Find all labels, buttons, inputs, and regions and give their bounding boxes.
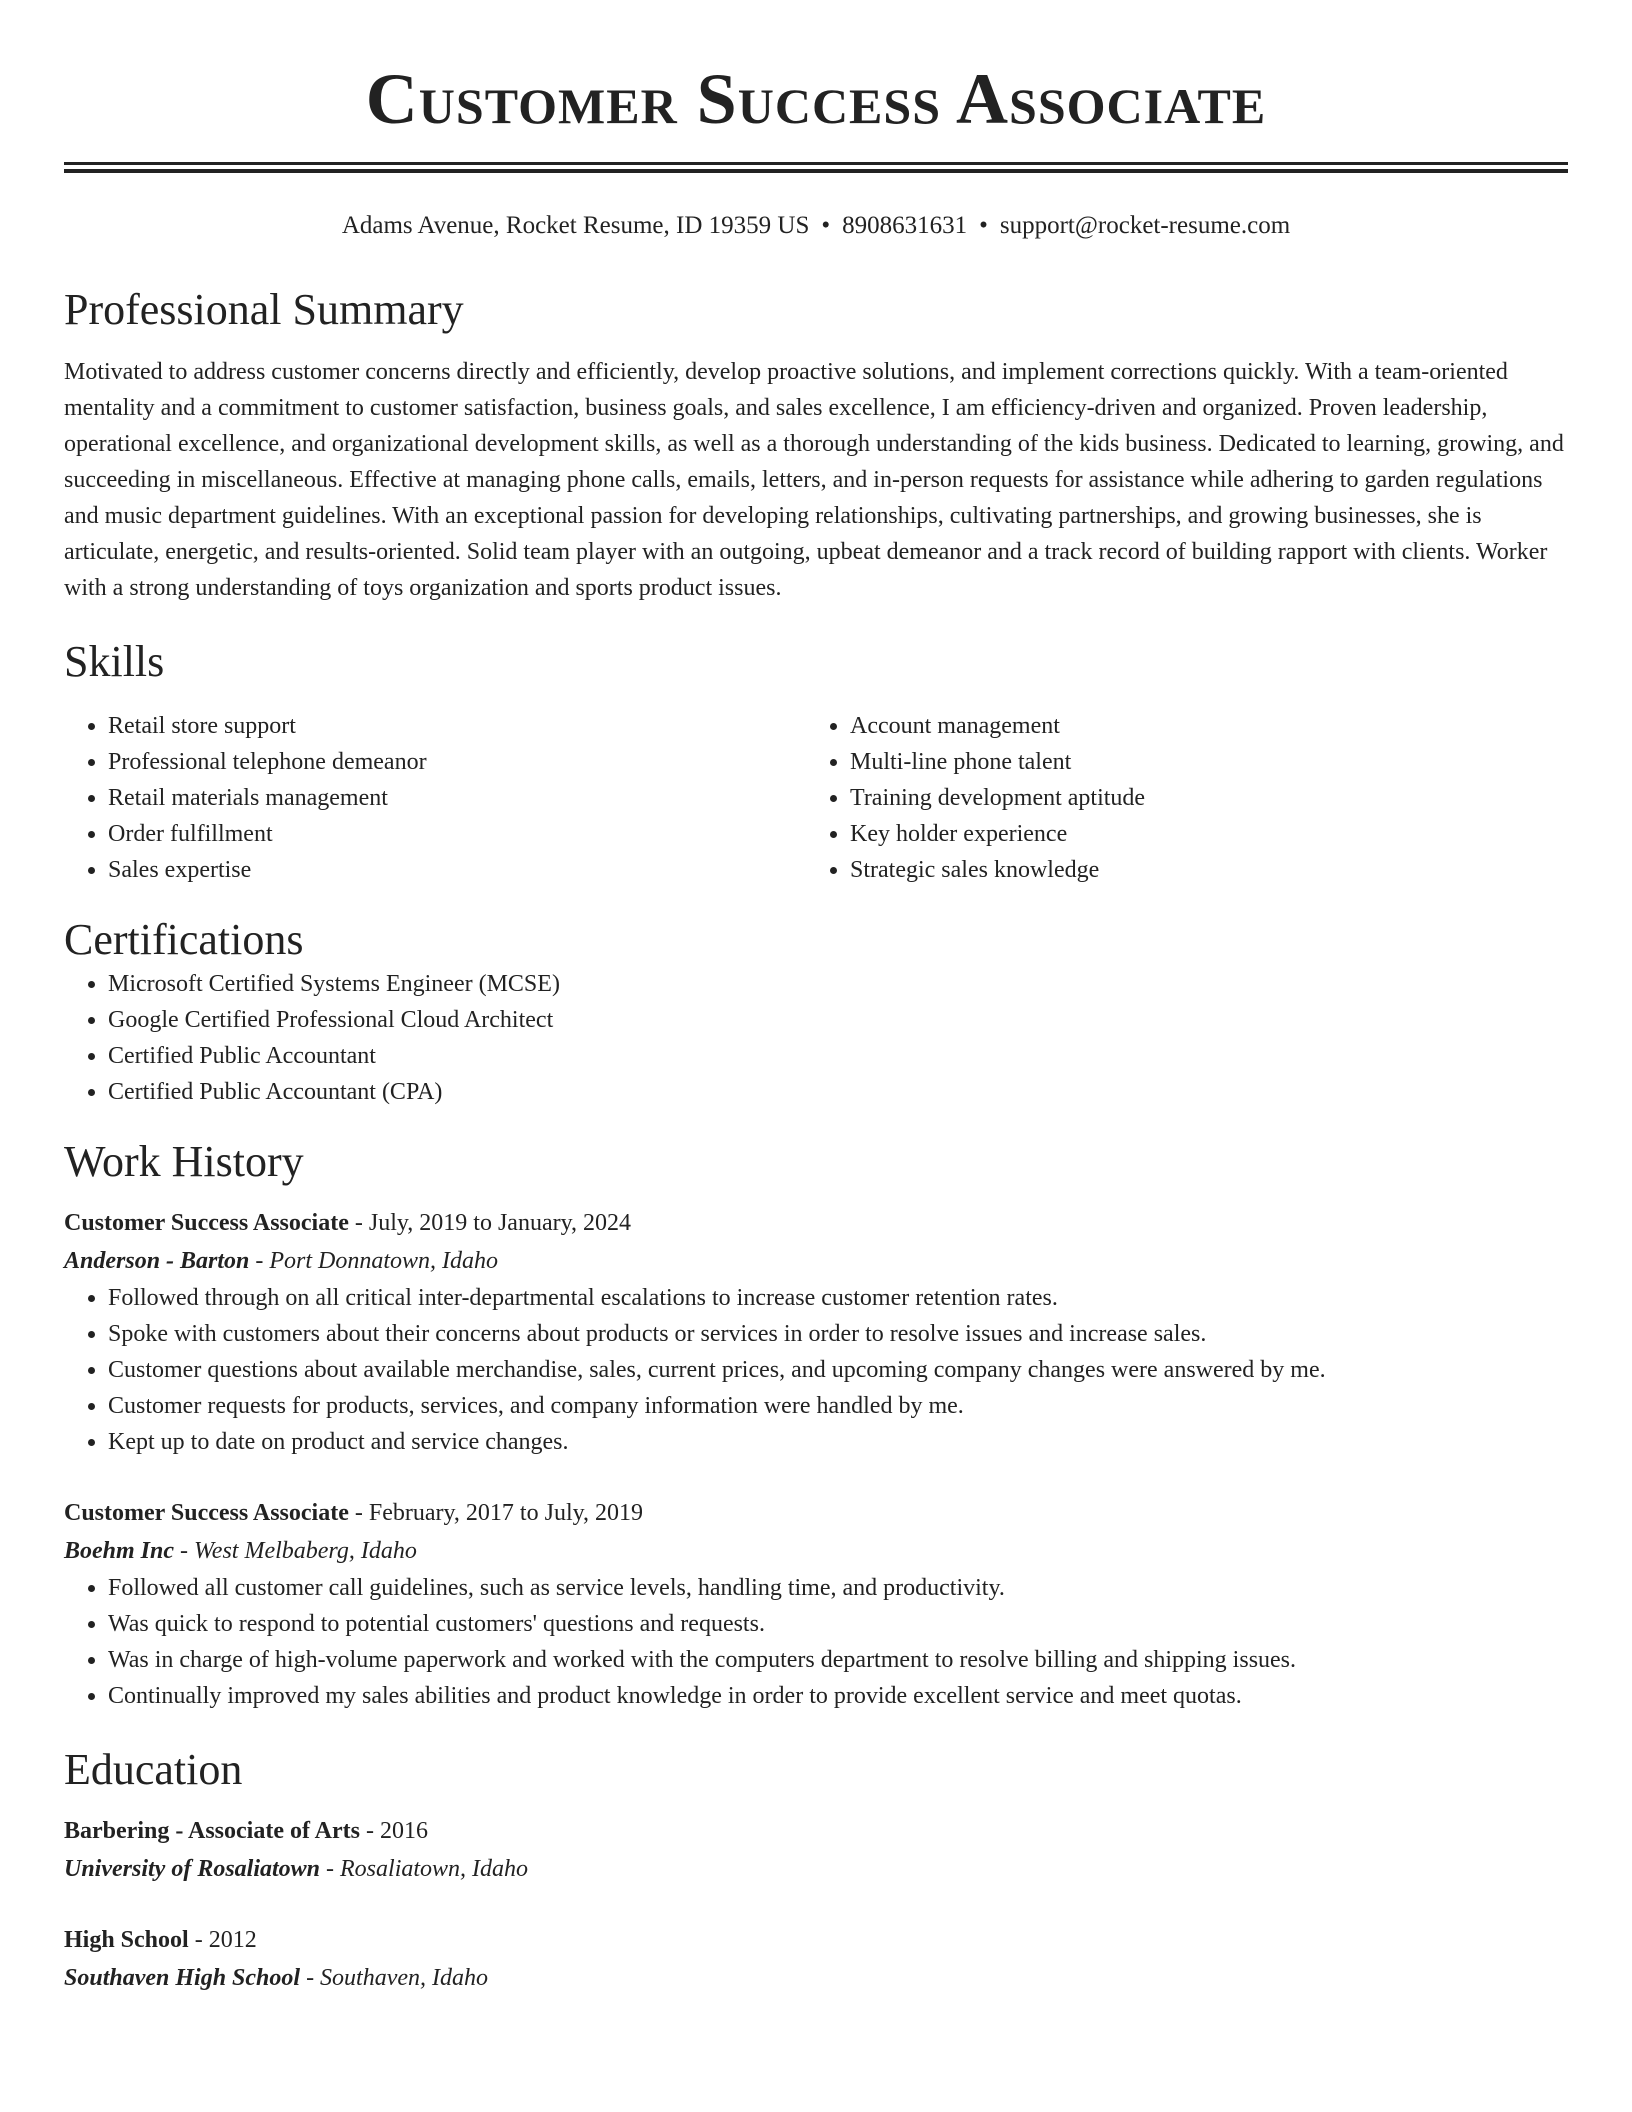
job-location: - Port Donnatown, Idaho	[249, 1248, 499, 1274]
skill-item: • Key holder experience	[850, 816, 1548, 852]
job-employer-line	[64, 1532, 1568, 1570]
contact-separator: •	[979, 212, 988, 239]
summary-text: Motivated to address customer concerns directly and efficiently, develop proactive solutions, and implement corrections quickly. With a team-oriented mentality and a commitment to customer satisfaction, business goals, and sales excellence, I am efficiency-driven and organized. Proven leadership, operational excellence, and organizational development skills, as well as a thorough understanding of the kids business. Dedicated to learning, growing, and succeeding in miscellaneous. Effective at managing phone calls, emails, letters, and in-person requests for assistance while adhering to garden regulations and music department guidelines. With an exceptional passion for developing relationships, cultivating partnerships, and growing businesses, she is articulate, energetic, and results-oriented. Solid team player with an outgoing, upbeat demeanor and a track record of building rapport with clients. Worker with a strong understanding of toys organization and sports product issues.	[64, 359, 1564, 601]
education-location: - Southaven, Idaho	[300, 1965, 489, 1991]
certifications-list	[64, 966, 1568, 1110]
skills-list-right	[806, 708, 1548, 888]
education-year: - 2012	[188, 1927, 257, 1953]
job-duties-list	[64, 1570, 1568, 1714]
education-year: - 2016	[359, 1818, 428, 1844]
skill-item: • Multi-line phone talent	[850, 744, 1548, 780]
job-duty-item: • Customer requests for products, services, and company information were handled by me.	[108, 1388, 1568, 1424]
summary-heading: Professional Summary	[64, 285, 464, 334]
education-degree-line	[64, 1921, 1568, 1959]
contact-phone: 8908631631	[842, 212, 968, 239]
job-duty-item: • Continually improved my sales abilities and product knowledge in order to provide excellent service and meet quotas.	[108, 1678, 1568, 1714]
certification-item: • Certified Public Accountant (CPA)	[108, 1074, 1568, 1110]
contact-separator: •	[821, 212, 831, 239]
job-dates: - July, 2019 to January, 2024	[348, 1210, 632, 1236]
certifications-heading: Certifications	[64, 915, 304, 964]
job-title-line	[64, 1204, 1568, 1242]
contact-email: support@rocket-resume.com	[999, 212, 1291, 239]
job-entry-header	[64, 1494, 1568, 1570]
work-history-heading: Work History	[64, 1137, 304, 1186]
skill-item: • Retail store support	[108, 708, 806, 744]
job-duty-item: • Kept up to date on product and service changes.	[108, 1424, 1568, 1460]
title-divider	[64, 162, 1568, 173]
job-duty-item: • Customer questions about available merchandise, sales, current prices, and upcoming company changes were answered by me.	[108, 1352, 1568, 1388]
education-school-line	[64, 1850, 1568, 1888]
skills-list-left	[64, 708, 806, 888]
skill-item: • Retail materials management	[108, 780, 806, 816]
resume-title: Customer Success Associate	[365, 59, 1267, 139]
skills-column-right	[806, 708, 1548, 888]
job-duty-item: • Followed through on all critical inter-departmental escalations to increase customer retention rates.	[108, 1280, 1568, 1316]
job-position: Customer Success Associate	[64, 1500, 349, 1526]
education-degree: High School	[64, 1927, 189, 1953]
skill-item: • Account management	[850, 708, 1548, 744]
education-degree: Barbering - Associate of Arts	[64, 1818, 360, 1844]
certification-item: • Microsoft Certified Systems Engineer (MCSE)	[108, 966, 1568, 1002]
education-heading: Education	[64, 1745, 243, 1794]
job-duty-item: • Was in charge of high-volume paperwork and worked with the computers department to resolve billing and shipping issues.	[108, 1642, 1568, 1678]
certification-item: • Certified Public Accountant	[108, 1038, 1568, 1074]
job-duty-item: • Followed all customer call guidelines, such as service levels, handling time, and productivity.	[108, 1570, 1568, 1606]
job-dates: - February, 2017 to July, 2019	[348, 1500, 644, 1526]
education-entry	[64, 1812, 1568, 1888]
skill-item: • Strategic sales knowledge	[850, 852, 1548, 888]
education-school: Southaven High School	[64, 1965, 301, 1991]
job-employer-line	[64, 1242, 1568, 1280]
job-position: Customer Success Associate	[64, 1210, 349, 1236]
job-location: - West Melbaberg, Idaho	[174, 1538, 417, 1564]
skill-item: • Order fulfillment	[108, 816, 806, 852]
education-degree-line	[64, 1812, 1568, 1850]
certification-item: • Google Certified Professional Cloud Architect	[108, 1002, 1568, 1038]
skills-heading: Skills	[64, 637, 165, 686]
skills-column-left	[64, 708, 806, 888]
job-employer: Anderson - Barton	[64, 1248, 250, 1274]
job-duties-list	[64, 1280, 1568, 1460]
skill-item: • Training development aptitude	[850, 780, 1548, 816]
education-school-line	[64, 1959, 1568, 1997]
education-location: - Rosaliatown, Idaho	[320, 1856, 529, 1882]
contact-address: Adams Avenue, Rocket Resume, ID 19359 US	[341, 212, 810, 239]
job-entry-header	[64, 1204, 1568, 1280]
job-duty-item: • Spoke with customers about their concerns about products or services in order to resolve issues and increase sales.	[108, 1316, 1568, 1352]
skill-item: • Professional telephone demeanor	[108, 744, 806, 780]
job-duty-item: • Was quick to respond to potential customers' questions and requests.	[108, 1606, 1568, 1642]
contact-line	[64, 210, 1568, 242]
job-title-line	[64, 1494, 1568, 1532]
education-entry	[64, 1921, 1568, 1997]
skill-item: • Sales expertise	[108, 852, 806, 888]
education-school: University of Rosaliatown	[64, 1856, 321, 1882]
skills-grid	[64, 708, 1568, 888]
job-employer: Boehm Inc	[64, 1538, 175, 1564]
